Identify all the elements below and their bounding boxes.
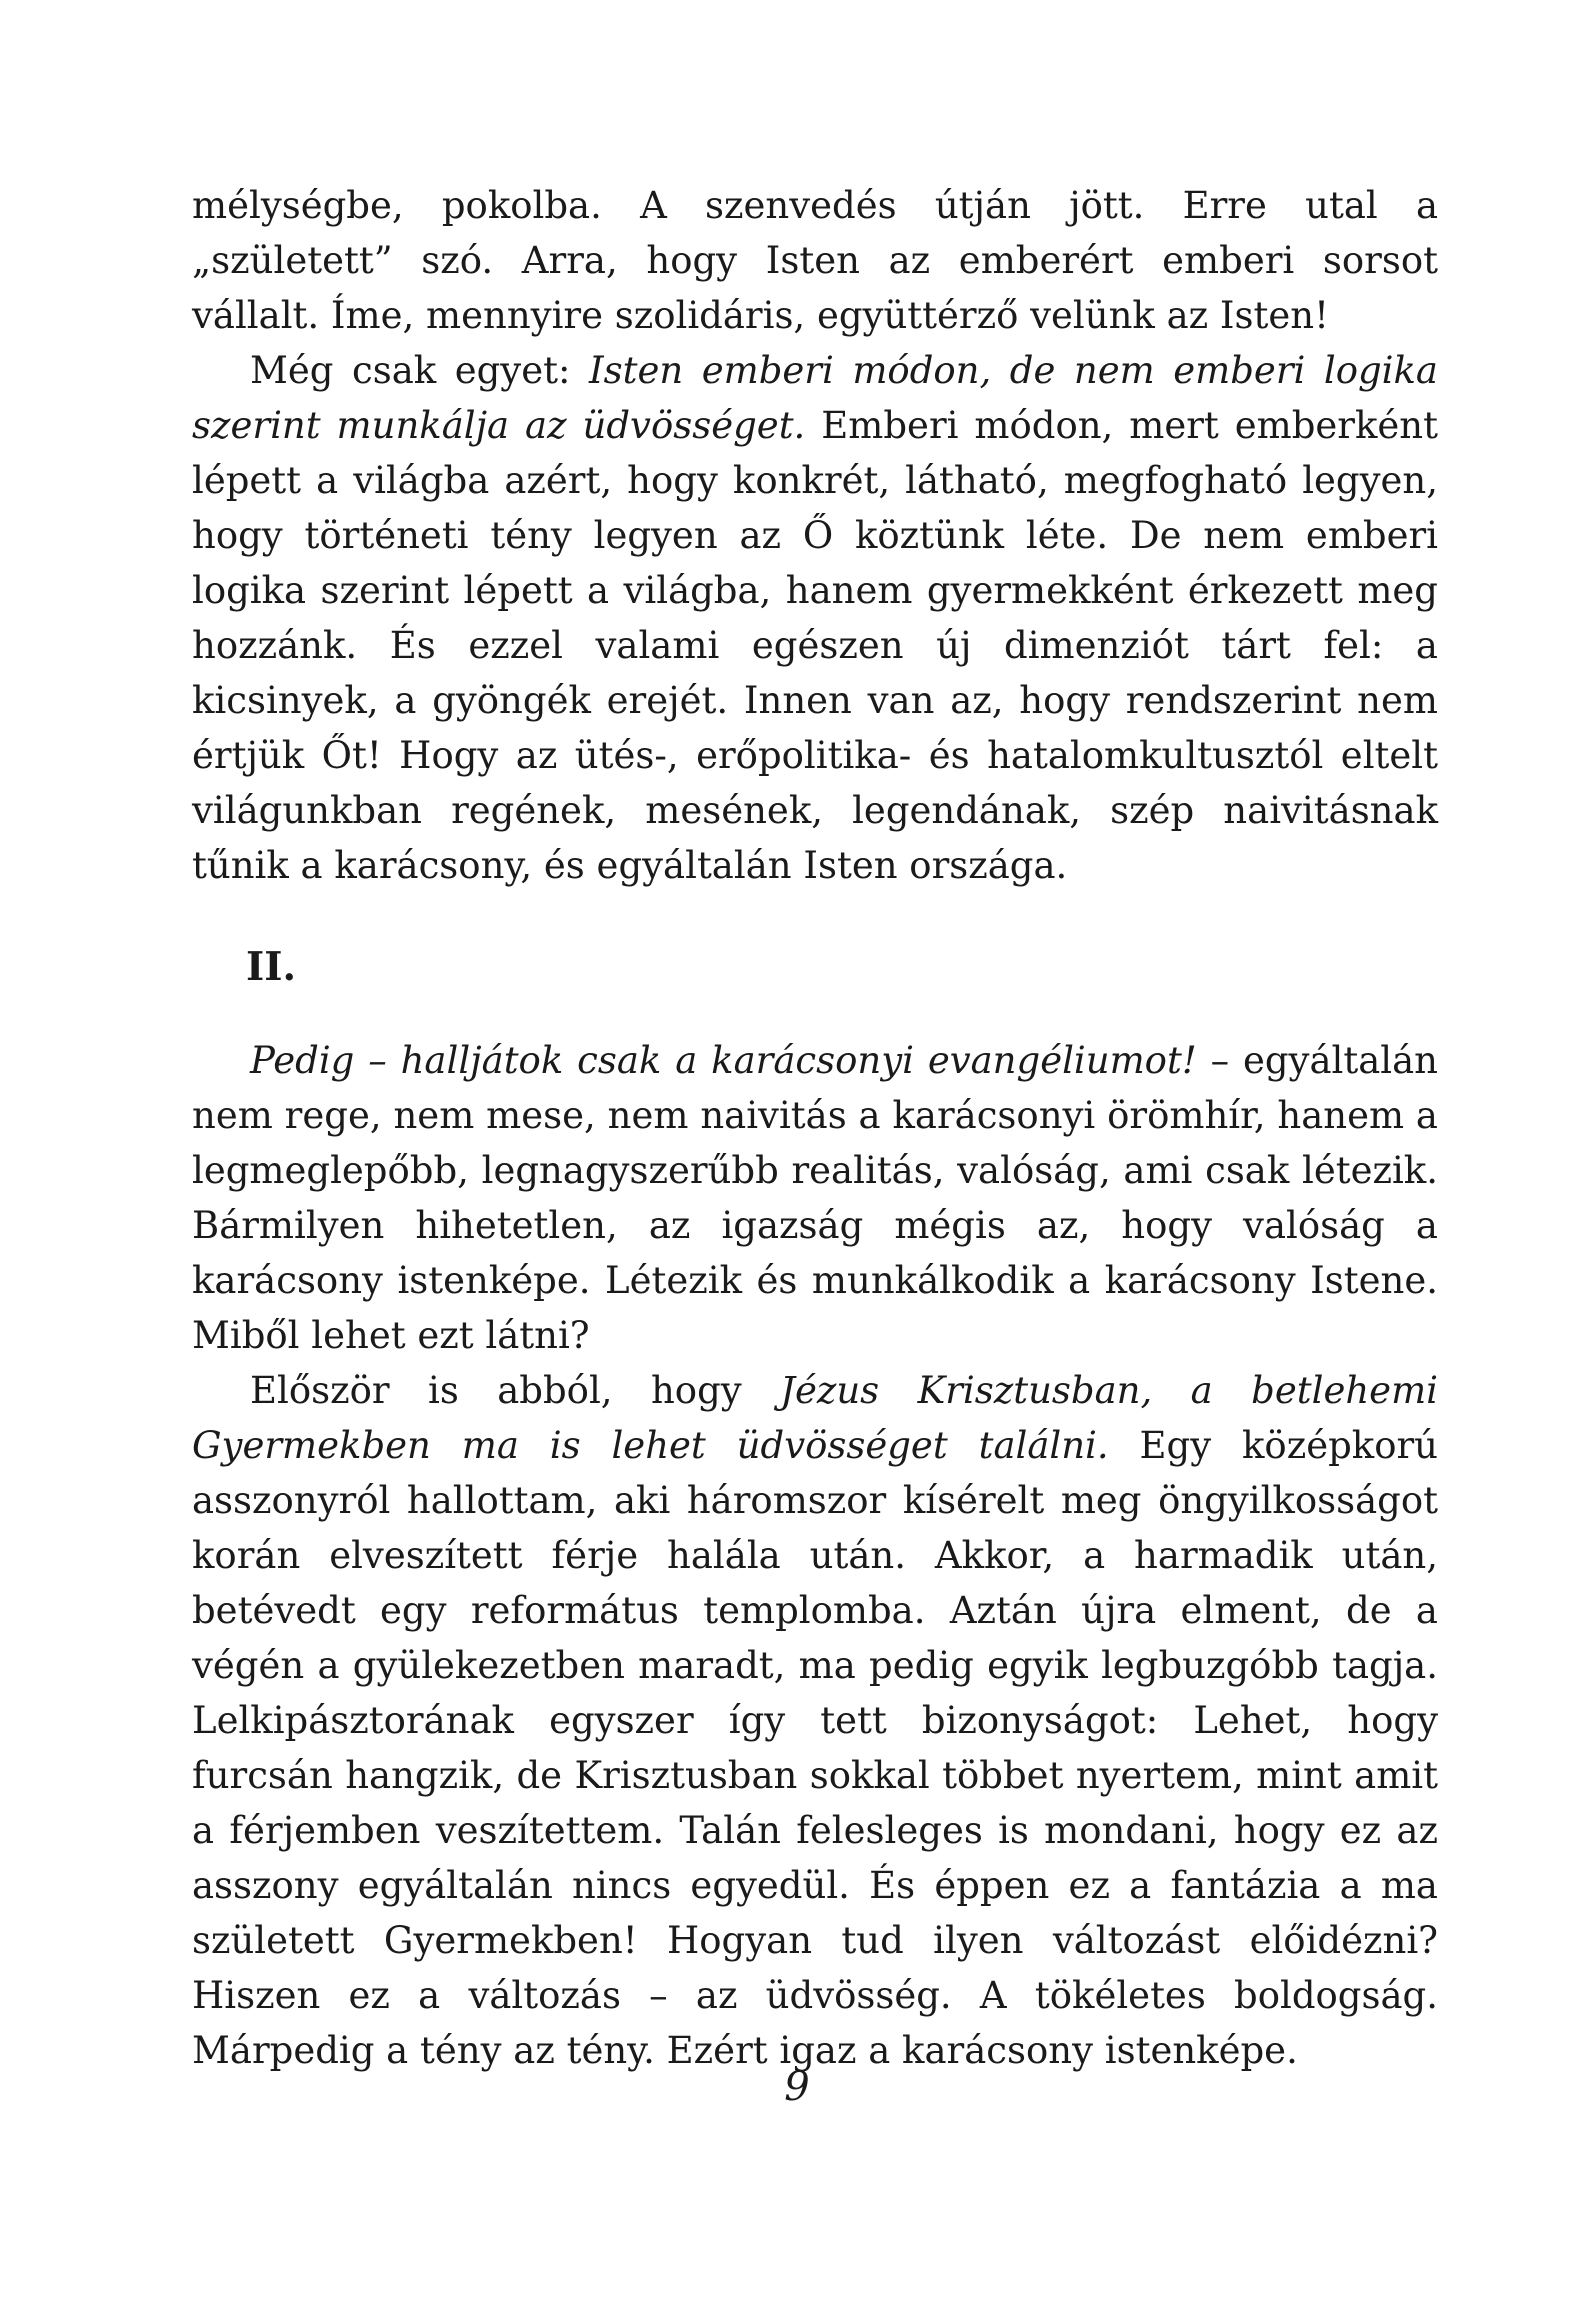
page-number: 9 [784,2064,810,2110]
paragraph-continued [192,178,1438,343]
section-two-text [192,1033,1438,2078]
paragraph-rest: – egyáltalán nem rege, nem mese, nem naivitás a karácsonyi örömhír, hanem a legmeglepőbb, legnagyszerűbb realitás, valóság, ami csak létezik. Bármilyen hihetetlen, az igazság mégis az, hogy valóság a karácsony istenképe. Létezik és munkálkodik a karácsony Istene. Miből lehet ezt látni? [192,1039,1438,1357]
paragraph-logic [192,343,1438,893]
emphasis-text: Isten emberi módon, de nem emberi logika szerint munkálja az üdvösséget. [192,349,1438,447]
paragraph-text: mélységbe, pokolba. A szenvedés útján jött. Erre utal a „született” szó. Arra, hogy Isten az emberért emberi sorsot vállalt. Íme, mennyire szolidáris, együttérző velünk az Isten! [192,184,1438,337]
section-heading: II. [246,944,297,990]
section-one-text [192,178,1438,893]
paragraph-rest: Emberi módon, mert emberként lépett a világba azért, hogy konkrét, látható, megfogható legyen, hogy történeti tény legyen az Ő köztünk léte. De nem emberi logika szerint lépett a világba, hanem gyermekként érkezett meg hozzánk. És ezzel valami egészen új dimenziót tárt fel: a kicsinyek, a gyöngék erejét. Innen van az, hogy rendszerint nem értjük Őt! Hogy az ütés-, erőpolitika- és hatalomkultusztól eltelt világunkban regének, mesének, legendának, szép naivitásnak tűnik a karácsony, és egyáltalán Isten országa. [192,404,1438,887]
paragraph-testimony [192,1363,1438,2078]
paragraph-rest: Egy középkorú asszonyról hallottam, aki háromszor kísérelt meg öngyilkosságot korán elveszített férje halála után. Akkor, a harmadik után, betévedt egy református templomba. Aztán újra elment, de a végén a gyülekezetben maradt, ma pedig egyik legbuzgóbb tagja. Lelkipásztorának egyszer így tett bizonyságot: Lehet, hogy furcsán hangzik, de Krisztusban sokkal többet nyertem, mint amit a férjemben veszítettem. Talán felesleges is mondani, hogy ez az asszony egyáltalán nincs egyedül. És éppen ez a fantázia a ma született Gyermekben! Hogyan tud ilyen változást előidézni? Hiszen ez a változás – az üdvösség. A tökéletes boldogság. Márpedig a tény az tény. Ezért igaz a karácsony istenképe. [192,1424,1439,2072]
paragraph-lead: Először is abból, hogy [250,1369,781,1412]
paragraph-gospel [192,1033,1438,1363]
emphasis-text: Pedig – halljátok csak a karácsonyi evangéliumot! [250,1039,1197,1082]
paragraph-lead: Még csak egyet: [250,349,589,392]
emphasis-text: Jézus Krisztusban, a betlehemi Gyermekben ma is lehet üdvösséget találni. [192,1369,1438,1467]
